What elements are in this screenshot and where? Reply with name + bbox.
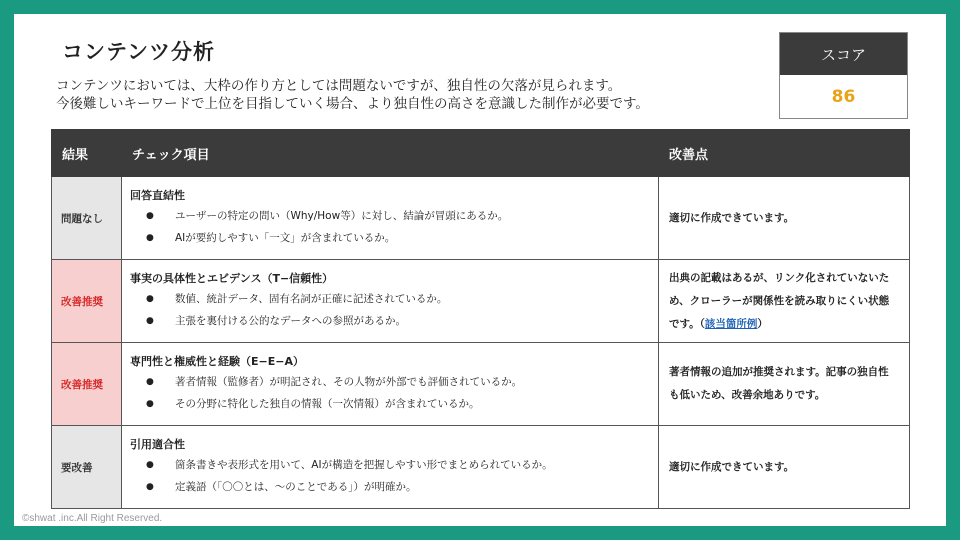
check-bullet — [130, 393, 650, 415]
score-label: スコア — [780, 33, 907, 75]
bullet-text: 著者情報（監修者）が明記され、その人物が外部でも評価されているか。 — [175, 376, 523, 388]
check-cell — [122, 177, 659, 260]
result-cell: 要改善 — [52, 426, 122, 509]
check-title: 回答直結性 — [130, 189, 185, 202]
bullet-icon: ● — [146, 460, 154, 470]
bullet-icon: ● — [146, 377, 154, 387]
check-table — [51, 129, 910, 509]
check-bullet — [130, 371, 650, 393]
header-check: チェック項目 — [122, 130, 659, 177]
description-line-1: コンテンツにおいては、大枠の作り方としては問題ないですが、独自性の欠落が見られます。 — [56, 78, 622, 94]
result-cell: 改善推奨 — [52, 343, 122, 426]
check-cell — [122, 260, 659, 343]
bullet-text: 主張を裏付ける公的なデータへの参照があるか。 — [175, 315, 406, 327]
table-row — [52, 260, 910, 343]
check-title: 専門性と権威性と経験（E−E−A） — [130, 355, 304, 368]
bullet-icon: ● — [146, 399, 154, 409]
check-title: 事実の具体性とエビデンス（T−信頼性） — [130, 272, 334, 285]
description — [56, 77, 649, 113]
check-bullet — [130, 205, 650, 227]
table-row — [52, 426, 910, 509]
slide — [14, 14, 946, 526]
bullet-text: 箇条書きや表形式を用いて、AIが構造を把握しやすい形でまとめられているか。 — [175, 459, 553, 471]
bullet-text: その分野に特化した独自の情報（一次情報）が含まれているか。 — [175, 398, 480, 410]
score-box — [779, 32, 908, 119]
check-cell — [122, 426, 659, 509]
table-row — [52, 343, 910, 426]
bullet-text: AIが要約しやすい「一文」が含まれているか。 — [175, 232, 396, 244]
improve-cell: 適切に作成できています。 — [659, 426, 910, 509]
bullet-icon: ● — [146, 233, 154, 243]
example-link[interactable]: 該当箇所例 — [704, 317, 758, 330]
score-value: 86 — [780, 75, 907, 118]
result-cell: 問題なし — [52, 177, 122, 260]
result-cell: 改善推奨 — [52, 260, 122, 343]
improve-cell: 適切に作成できています。 — [659, 177, 910, 260]
bullet-text: 定義語（「〇〇とは、〜のことである」）が明確か。 — [175, 481, 417, 493]
check-bullet — [130, 476, 650, 498]
copyright: ©shwat .inc.All Right Reserved. — [22, 513, 163, 524]
page-title: コンテンツ分析 — [62, 40, 215, 64]
check-bullet — [130, 454, 650, 476]
description-line-2: 今後難しいキーワードで上位を目指していく場合、より独自性の高さを意識した制作が必要です。 — [56, 96, 649, 112]
check-title: 引用適合性 — [130, 438, 185, 451]
bullet-icon: ● — [146, 294, 154, 304]
improve-suffix: ） — [757, 317, 768, 330]
improve-cell: 著者情報の追加が推奨されます。記事の独自性も低いため、改善余地ありです。 — [659, 343, 910, 426]
improve-cell — [659, 260, 910, 343]
header-improve: 改善点 — [659, 130, 910, 177]
table-header-row — [52, 130, 910, 177]
bullet-text: 数値、統計データ、固有名詞が正確に記述されているか。 — [175, 293, 448, 305]
improve-text: 出典の記載はあるが、リンク化されていないため、クローラーが関係性を読み取りにくい状態です。（ — [669, 271, 890, 330]
bullet-text: ユーザーの特定の問い（Why/How等）に対し、結論が冒頭にあるか。 — [175, 210, 509, 222]
check-bullet — [130, 310, 650, 332]
table-row — [52, 177, 910, 260]
bullet-icon: ● — [146, 211, 154, 221]
bullet-icon: ● — [146, 316, 154, 326]
check-bullet — [130, 227, 650, 249]
check-cell — [122, 343, 659, 426]
bullet-icon: ● — [146, 482, 154, 492]
check-bullet — [130, 288, 650, 310]
header-result: 結果 — [52, 130, 122, 177]
